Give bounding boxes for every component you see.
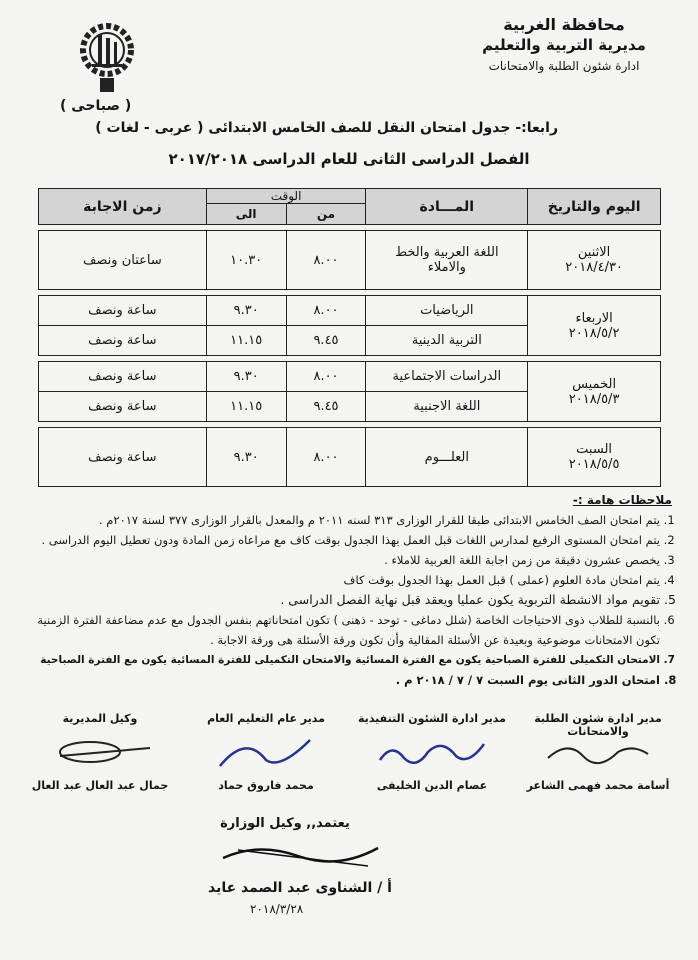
approval-date: ٢٠١٨/٣/٢٨: [250, 902, 304, 916]
to-cell: ١١.١٥: [206, 392, 286, 422]
day-date-cell: [528, 428, 661, 487]
signature-block: [518, 712, 678, 792]
to-cell: ٩.٣٠: [206, 296, 286, 326]
from-cell: ٨.٠٠: [286, 296, 366, 326]
day-date-cell: [528, 362, 661, 422]
to-cell: ٩.٣٠: [206, 362, 286, 392]
exam-date: ٢٠١٨/٥/٥: [568, 457, 620, 472]
note-item: 1. يتم امتحان الصف الخامس الابتدائى طبقا للقرار الوزارى ٣١٣ لسنه ٢٠١١ م والمعدل بالقرار الوزارى ٣٧٧ لسنة ٢٠١٧م .: [18, 510, 660, 530]
header-duration: زمن الاجابة: [39, 189, 207, 225]
day-name: الخميس: [572, 376, 617, 392]
note-item: 2. يتم امتحان المستوى الرفيع لمدارس اللغات قبل العمل بهذا الجدول بوقت كاف مع مراعاه زمن المادة ودون تعطيل اليوم الدراسى .: [18, 530, 660, 550]
day-name: الاربعاء: [575, 310, 613, 326]
table-row: [39, 428, 661, 487]
header-subject: المـــادة: [366, 189, 528, 225]
day-name: الاثنين: [577, 245, 611, 260]
undersecretary-name: أ / الشناوى عبد الصمد عايد: [208, 880, 392, 896]
signature-block: [186, 712, 346, 792]
important-notes: [18, 490, 678, 690]
signatory-name: جمال عبد العال عبد العال: [31, 779, 169, 792]
duration-cell: ساعة ونصف: [39, 326, 207, 356]
duration-cell: ساعة ونصف: [39, 362, 207, 392]
header-day-date: اليوم والتاريخ: [528, 189, 661, 225]
day-date-cell: [528, 231, 661, 290]
from-cell: ٩.٤٥: [286, 392, 366, 422]
subject-cell: الرياضيات: [366, 296, 528, 326]
subject-cell: الدراسات الاجتماعية: [366, 362, 528, 392]
note-item: 5. تقويم مواد الانشطة التربوية يكون عمليا ويعقد قبل نهاية الفصل الدراسى .: [18, 590, 660, 610]
signatory-name: أسامة محمد فهمى الشاعر: [526, 779, 670, 792]
gear-emblem-icon: [72, 12, 142, 96]
signatory-name: عصام الدين الخليفى: [376, 779, 488, 792]
subject-cell: العلـــوم: [366, 428, 528, 487]
exam-schedule-table: [38, 188, 661, 487]
day-date-cell: [528, 296, 661, 356]
governorate-name: محافظة الغربية: [503, 15, 625, 34]
exam-date: ٢٠١٨/٤/٣٠: [565, 260, 623, 275]
from-cell: ٨.٠٠: [286, 231, 366, 290]
endorsement-label: يعتمد,, وكيل الوزارة: [220, 816, 350, 831]
from-cell: ٩.٤٥: [286, 326, 366, 356]
table-row: [39, 231, 661, 290]
duration-cell: ساعة ونصف: [39, 392, 207, 422]
signatory-title: مدير عام التعليم العام: [207, 712, 325, 725]
document-title: رابعا:- جدول امتحان النقل للصف الخامس الابتدائى ( عربى - لغات ): [95, 120, 558, 136]
header-to: الى: [206, 204, 286, 225]
department-name: ادارة شئون الطلبة والامتحانات: [488, 59, 640, 73]
subject-cell: اللغة الاجنبية: [366, 392, 528, 422]
duration-cell: ساعتان ونصف: [39, 231, 207, 290]
handwritten-signature-icon: [372, 730, 492, 774]
shift-label: ( صباحى ): [60, 98, 132, 114]
exam-date: ٢٠١٨/٥/٣: [568, 391, 620, 407]
signature-block: [352, 712, 512, 792]
note-item: 8. امتحان الدور الثانى يوم السبت ٧ / ٧ / ٢٠١٨ م .: [18, 670, 660, 690]
duration-cell: ساعة ونصف: [39, 428, 207, 487]
from-cell: ٨.٠٠: [286, 428, 366, 487]
note-item: 4. يتم امتحان مادة العلوم (عملى ) قبل العمل بهذا الجدول بوقت كاف: [18, 570, 660, 590]
handwritten-signature-icon: [40, 730, 160, 770]
signatory-title: مدير ادارة شئون الطلبة والامتحانات: [534, 712, 662, 738]
duration-cell: ساعة ونصف: [39, 296, 207, 326]
subject-cell: اللغة العربية والخط والاملاء: [366, 231, 528, 290]
note-item: 3. يخصص عشرون دقيقة من زمن اجابة اللغة العربية للاملاء .: [18, 550, 660, 570]
to-cell: ١٠.٣٠: [206, 231, 286, 290]
to-cell: ٩.٣٠: [206, 428, 286, 487]
subject-cell: التربية الدينية: [366, 326, 528, 356]
table-row: [39, 362, 661, 392]
handwritten-signature-icon: [538, 730, 658, 770]
note-item: 7. الامتحان التكميلى للفترة الصباحية يكون مع الفترة المسائية والامتحان التكميلى للفترة المسائية يكون مع الفترة الصباحية: [18, 650, 660, 670]
handwritten-signature-icon: [218, 826, 388, 876]
note-item: 6. بالنسبة للطلاب ذوى الاحتياجات الخاصة (شلل دماغى - توحد - ذهنى ) تكون امتحاناتهم بنفس الجدول مع عدم مضاعفة الفترة الزمنية تكون الامتحانات موضوعية وبعيدة عن الأسئلة المقالية وأن تكون ورقة الأسئلة هى ورقة الاجابة .: [18, 610, 660, 650]
signatory-title: مدير ادارة الشئون التنفيذية: [358, 712, 506, 725]
signatory-title: وكيل المديرية: [62, 712, 138, 725]
from-cell: ٨.٠٠: [286, 362, 366, 392]
day-name: السبت: [576, 442, 613, 457]
signatures-row: [20, 712, 678, 792]
header-time: الوقت: [206, 189, 366, 204]
table-row: [39, 296, 661, 326]
directorate-name: مديرية التربية والتعليم: [482, 36, 646, 54]
signatory-name: محمد فاروق حماد: [218, 779, 314, 792]
directorate-header: [444, 14, 684, 77]
to-cell: ١١.١٥: [206, 326, 286, 356]
document-subtitle: الفصل الدراسى الثانى للعام الدراسى ٢٠١٧/٢٠١٨: [168, 150, 530, 168]
header-from: من: [286, 204, 366, 225]
notes-heading: ملاحظات هامة :-: [572, 493, 672, 507]
exam-date: ٢٠١٨/٥/٢: [568, 325, 620, 341]
signature-block: [20, 712, 180, 792]
handwritten-signature-icon: [206, 730, 326, 774]
